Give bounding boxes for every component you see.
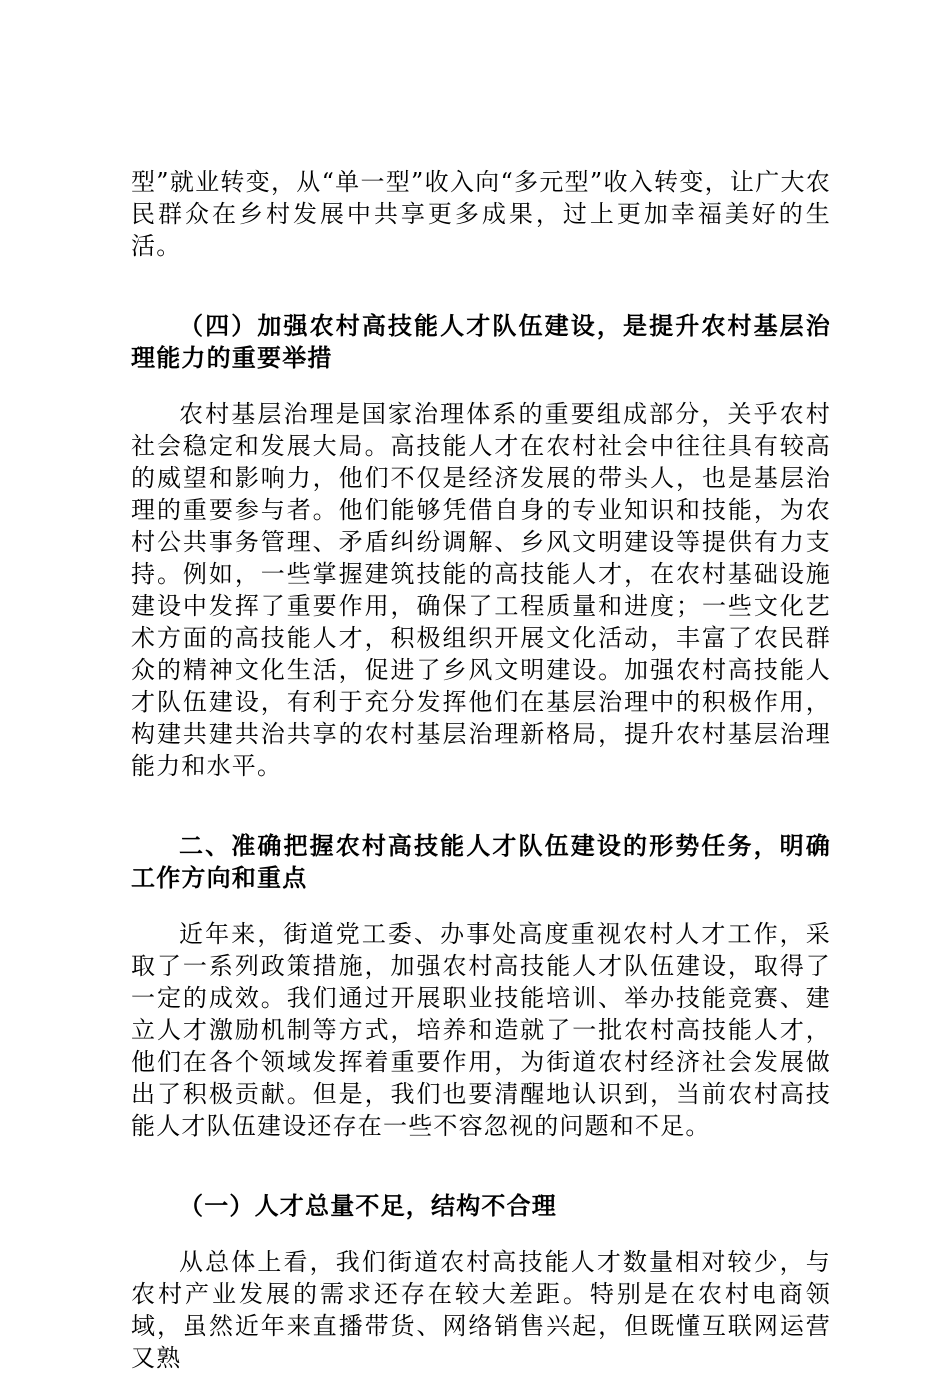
paragraph-governance: 农村基层治理是国家治理体系的重要组成部分，关乎农村社会稳定和发展大局。高技能人才在农村社会中往往具有较高的威望和影响力，他们不仅是经济发展的带头人，也是基层治理的重要参与者。他们能够凭借自身的专业知识和技能，为农村公共事务管理、矛盾纠纷调解、乡风文明建设等提供有力支持。例如，一些掌握建筑技能的高技能人才，在农村基础设施建设中发挥了重要作用，确保了工程质量和进度；一些文化艺术方面的高技能人才，积极组织开展文化活动，丰富了农民群众的精神文化生活，促进了乡风文明建设。加强农村高技能人才队伍建设，有利于充分发挥他们在基层治理中的积极作用，构建共建共治共享的农村基层治理新格局，提升农村基层治理能力和水平。 [131, 400, 831, 780]
paragraph-overall: 从总体上看，我们街道农村高技能人才数量相对较少，与农村产业发展的需求还存在较大差距。特别是在农村电商领域，虽然近年来直播带货、网络销售兴起，但既懂互联网运营又熟 [131, 1248, 831, 1372]
heading-sub-1: （一）人才总量不足，结构不合理 [179, 1192, 557, 1220]
document-page [131, 166, 831, 1374]
paragraph-continued: 型”就业转变，从“单一型”收入向“多元型”收入转变，让广大农民群众在乡村发展中共享更多成果，过上更加幸福美好的生活。 [131, 168, 831, 260]
paragraph-recent: 近年来，街道党工委、办事处高度重视农村人才工作，采取了一系列政策措施，加强农村高技能人才队伍建设，取得了一定的成效。我们通过开展职业技能培训、举办技能竞赛、建立人才激励机制等方式，培养和造就了一批农村高技能人才，他们在各个领域发挥着重要作用，为街道农村经济社会发展做出了积极贡献。但是，我们也要清醒地认识到，当前农村高技能人才队伍建设还存在一些不容忽视的问题和不足。 [131, 920, 831, 1140]
heading-part-2: 二、准确把握农村高技能人才队伍建设的形势任务，明确工作方向和重点 [131, 832, 831, 892]
heading-section-4: （四）加强农村高技能人才队伍建设，是提升农村基层治理能力的重要举措 [131, 312, 831, 372]
